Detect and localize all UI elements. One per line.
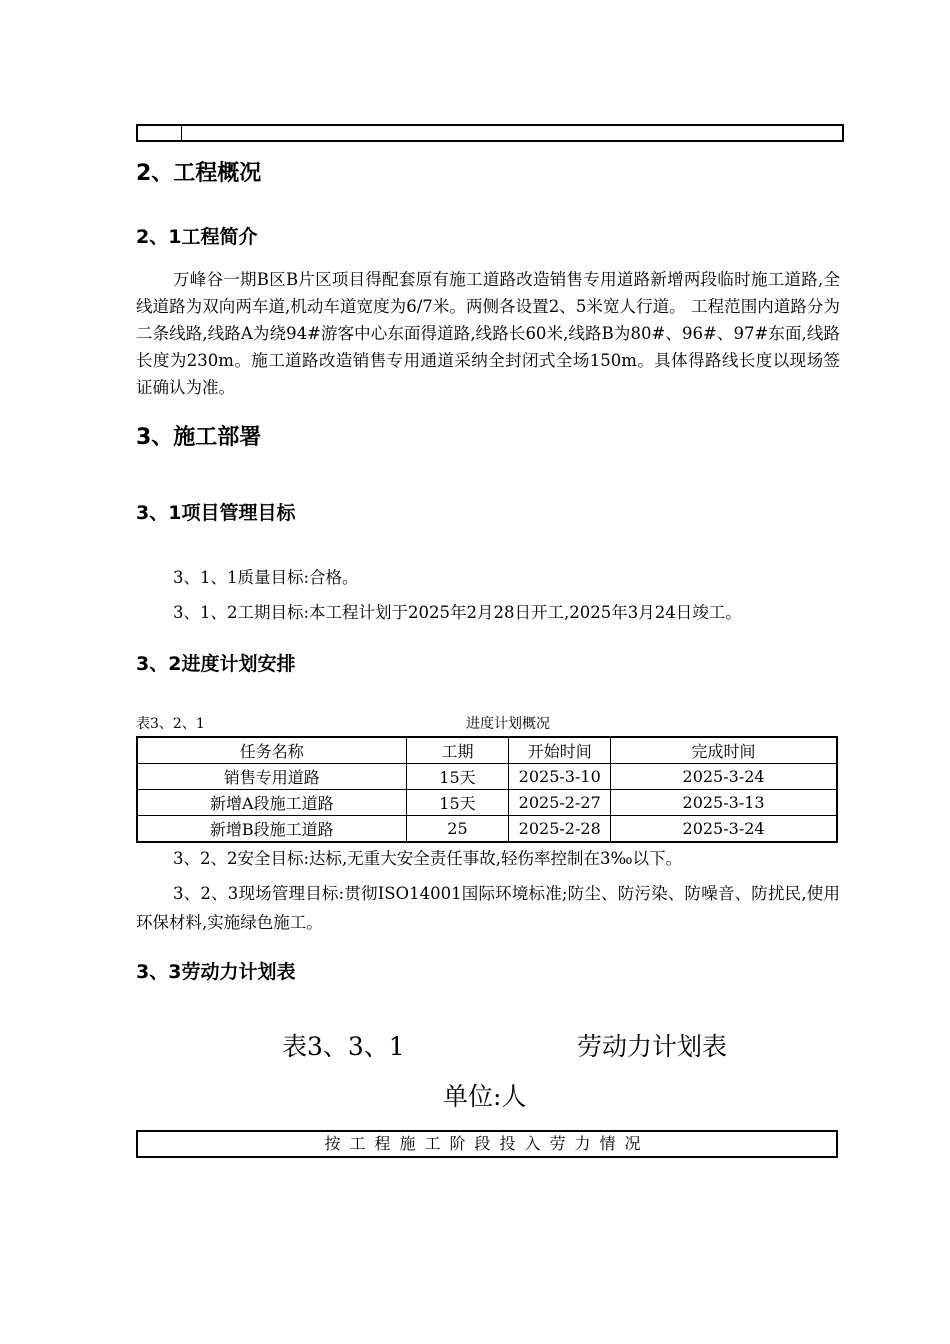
labor-table-title: 劳动力计划表: [577, 1032, 728, 1061]
column-header: 完成时间: [611, 737, 837, 764]
section-heading-3: 3、施工部署: [136, 425, 262, 450]
column-header: 开始时间: [509, 737, 611, 764]
column-header: 任务名称: [137, 737, 406, 764]
quality-goal: 3、1、1质量目标:合格。: [173, 568, 359, 587]
table-title: 进度计划概况: [466, 716, 550, 732]
table-cell: 15天: [406, 764, 509, 790]
section-heading-2: 2、工程概况: [136, 161, 262, 186]
table-cell: 新增A段施工道路: [137, 790, 406, 816]
table-fragment-top: [136, 124, 844, 142]
subsection-heading-3-3: 3、3劳动力计划表: [136, 961, 296, 983]
table-cell: 2025-3-10: [509, 764, 611, 790]
subsection-heading-3-1: 3、1项目管理目标: [136, 502, 296, 524]
table-number-label: 表3、2、1: [136, 716, 205, 732]
labor-table-number-label: 表3、3、1: [282, 1032, 405, 1061]
table-cell-divider: [181, 126, 182, 140]
table-cell: 销售专用道路: [137, 764, 406, 790]
table-cell: 15天: [406, 790, 509, 816]
table-cell: 新增B段施工道路: [137, 816, 406, 843]
column-header: 工期: [406, 737, 509, 764]
subsection-heading-3-2: 3、2进度计划安排: [136, 653, 296, 675]
subsection-heading-2-1: 2、1工程简介: [136, 226, 258, 248]
table-cell: 2025-3-24: [611, 816, 837, 843]
table-cell: 2025-2-27: [509, 790, 611, 816]
table-row: [137, 790, 837, 816]
table-row: [137, 816, 837, 843]
table-cell: 2025-3-13: [611, 790, 837, 816]
schedule-table: [136, 736, 838, 843]
schedule-goal: 3、1、2工期目标:本工程计划于2025年2月28日开工,2025年3月24日竣工。: [173, 603, 742, 622]
site-management-goal: 3、2、3现场管理目标:贯彻ISO14001国际环境标准;防尘、防污染、防噪音、防扰民,使用环保材料,实施绿色施工。: [136, 884, 840, 932]
table-header-row: [137, 737, 837, 764]
labor-table-unit: 单位:人: [443, 1082, 527, 1111]
safety-goal: 3、2、2安全目标:达标,无重大安全责任事故,轻伤率控制在3‰以下。: [173, 849, 683, 868]
table-row: [137, 764, 837, 790]
table-cell: 2025-2-28: [509, 816, 611, 843]
table-cell: 25: [406, 816, 509, 843]
labor-table-header: 按工程施工阶段投入劳力情况: [136, 1130, 838, 1158]
table-cell: 2025-3-24: [611, 764, 837, 790]
project-intro-paragraph: 万峰谷一期B区B片区项目得配套原有施工道路改造销售专用道路新增两段临时施工道路,全线道路为双向两车道,机动车道宽度为6/7米。两侧各设置2、5米宽人行道。 工程范围内道路分为二条线路,线路A为绕94#游客中心东面得道路,线路长60米,线路B为80#、96#、97#东面,线路长度为230m。施工道路改造销售专用通道采纳全封闭式全场150m。具体得路线长度以现场签证确认为准。: [136, 270, 840, 397]
